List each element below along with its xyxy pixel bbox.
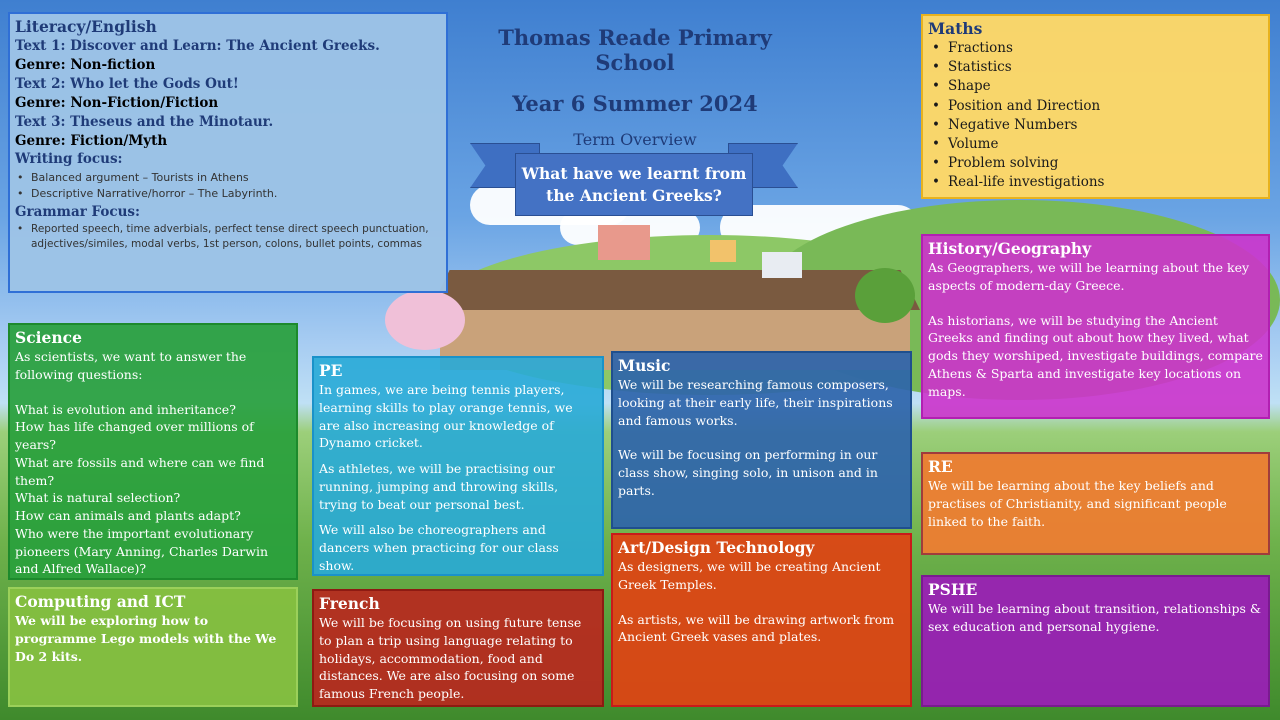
writing-focus-title: Writing focus: [15, 151, 123, 168]
year-title: Year 6 Summer 2024 [512, 91, 758, 116]
literacy-genre2: Genre: Non-Fiction/Fiction [15, 94, 219, 111]
list-item: • Balanced argument – Tourists in Athens [15, 170, 441, 187]
pe-para2: As athletes, we will be practising our running, jumping and throwing skills, trying to beat our personal best. [319, 461, 559, 512]
science-question: Who were the important evolutionary pioneers (Mary Anning, Charles Darwin and Alfred Wallace)? [15, 525, 269, 577]
list-item: • Shape [928, 77, 1263, 96]
re-text: We will be learning about the key beliefs and practises of Christianity, and significant people linked to the faith. [928, 478, 1227, 529]
science-intro: As scientists, we want to answer the following questions: [15, 349, 247, 382]
list-item: • Position and Direction [928, 97, 1263, 116]
maths-panel [921, 14, 1270, 199]
science-question: What is evolution and inheritance? [15, 401, 236, 417]
maths-list [928, 39, 1263, 192]
french-title: French [319, 594, 380, 613]
tree [385, 290, 465, 350]
literacy-genre1: Genre: Non-fiction [15, 57, 156, 74]
french-text: We will be focusing on using future tense to plan a trip using language relating to holidays, accommodation, food and distances. We are also focusing on some famous French people. [319, 615, 582, 702]
re-title: RE [928, 457, 953, 476]
pe-panel [312, 356, 604, 576]
computing-text: We will be exploring how to programme Lego models with the We Do 2 kits. [15, 613, 277, 664]
literacy-text2: Text 2: Who let the Gods Out! [15, 75, 239, 92]
list-item: • Problem solving [928, 154, 1263, 173]
house [598, 225, 650, 260]
question-banner [470, 143, 798, 218]
list-item: • Real-life investigations [928, 173, 1263, 192]
music-panel [611, 351, 912, 529]
science-title: Science [15, 328, 82, 347]
history-panel [921, 234, 1270, 419]
art-title: Art/Design Technology [618, 538, 815, 557]
list-item: • Negative Numbers [928, 116, 1263, 135]
term-title: Term Overview [573, 130, 697, 149]
science-question: What is natural selection? [15, 490, 181, 506]
re-panel [921, 452, 1270, 555]
school-name: Thomas Reade Primary School [498, 25, 772, 75]
pe-para3: We will also be choreographers and dancers when practicing for our class show. [319, 522, 559, 573]
science-panel [8, 323, 298, 580]
list-item: • Fractions [928, 39, 1263, 58]
title-block [455, 20, 815, 149]
pshe-text: We will be learning about transition, relationships & sex education and personal hygiene. [928, 601, 1262, 634]
music-para2: We will be focusing on performing in our class show, singing solo, in unison and in parts. [618, 447, 878, 498]
list-item: • Volume [928, 135, 1263, 154]
computing-title: Computing and ICT [15, 592, 186, 611]
computing-panel [8, 587, 298, 707]
history-title: History/Geography [928, 239, 1092, 258]
tree [855, 268, 915, 323]
art-panel [611, 533, 912, 707]
french-panel [312, 589, 604, 707]
writing-focus-list [15, 170, 441, 203]
art-para2: As artists, we will be drawing artwork from Ancient Greek vases and plates. [618, 611, 895, 645]
pe-title: PE [319, 361, 343, 380]
list-item: • Reported speech, time adverbials, perfect tense direct speech punctuation, adjectives/similes, modal verbs, 1st person, colons, bullet points, commas [15, 222, 441, 252]
music-title: Music [618, 356, 671, 375]
maths-title: Maths [928, 19, 983, 38]
literacy-panel [8, 12, 448, 293]
grammar-focus-title: Grammar Focus: [15, 203, 140, 220]
history-para2: As historians, we will be studying the Ancient Greeks and finding out about how they lived, what gods they worshiped, investigate buildings, compare Athens & Sparta and investigate key locations on maps. [928, 312, 1263, 399]
science-question: How can animals and plants adapt? [15, 508, 241, 524]
banner-question: What have we learnt from the Ancient Greeks? [515, 153, 753, 216]
science-question: What are fossils and where can we find them? [15, 454, 265, 488]
pshe-panel [921, 575, 1270, 707]
art-para1: As designers, we will be creating Ancient Greek Temples. [618, 559, 881, 592]
list-item: • Descriptive Narrative/horror – The Labyrinth. [15, 186, 441, 203]
grammar-focus-list [15, 222, 441, 252]
literacy-text1: Text 1: Discover and Learn: The Ancient Greeks. [15, 38, 380, 55]
school-roof [430, 270, 920, 310]
music-para1: We will be researching famous composers, looking at their early life, their inspirations and famous works. [618, 377, 893, 428]
house [762, 252, 802, 278]
house [710, 240, 736, 262]
literacy-text3: Text 3: Theseus and the Minotaur. [15, 113, 274, 130]
list-item: • Statistics [928, 58, 1263, 77]
history-para1: As Geographers, we will be learning about the key aspects of modern-day Greece. [928, 260, 1250, 293]
pshe-title: PSHE [928, 580, 978, 599]
science-question: How has life changed over millions of years? [15, 419, 254, 453]
literacy-title: Literacy/English [15, 17, 157, 36]
literacy-genre3: Genre: Fiction/Myth [15, 132, 168, 149]
pe-para1: In games, we are being tennis players, learning skills to play orange tennis, we are also increasing our knowledge of Dynamo cricket. [319, 382, 573, 451]
